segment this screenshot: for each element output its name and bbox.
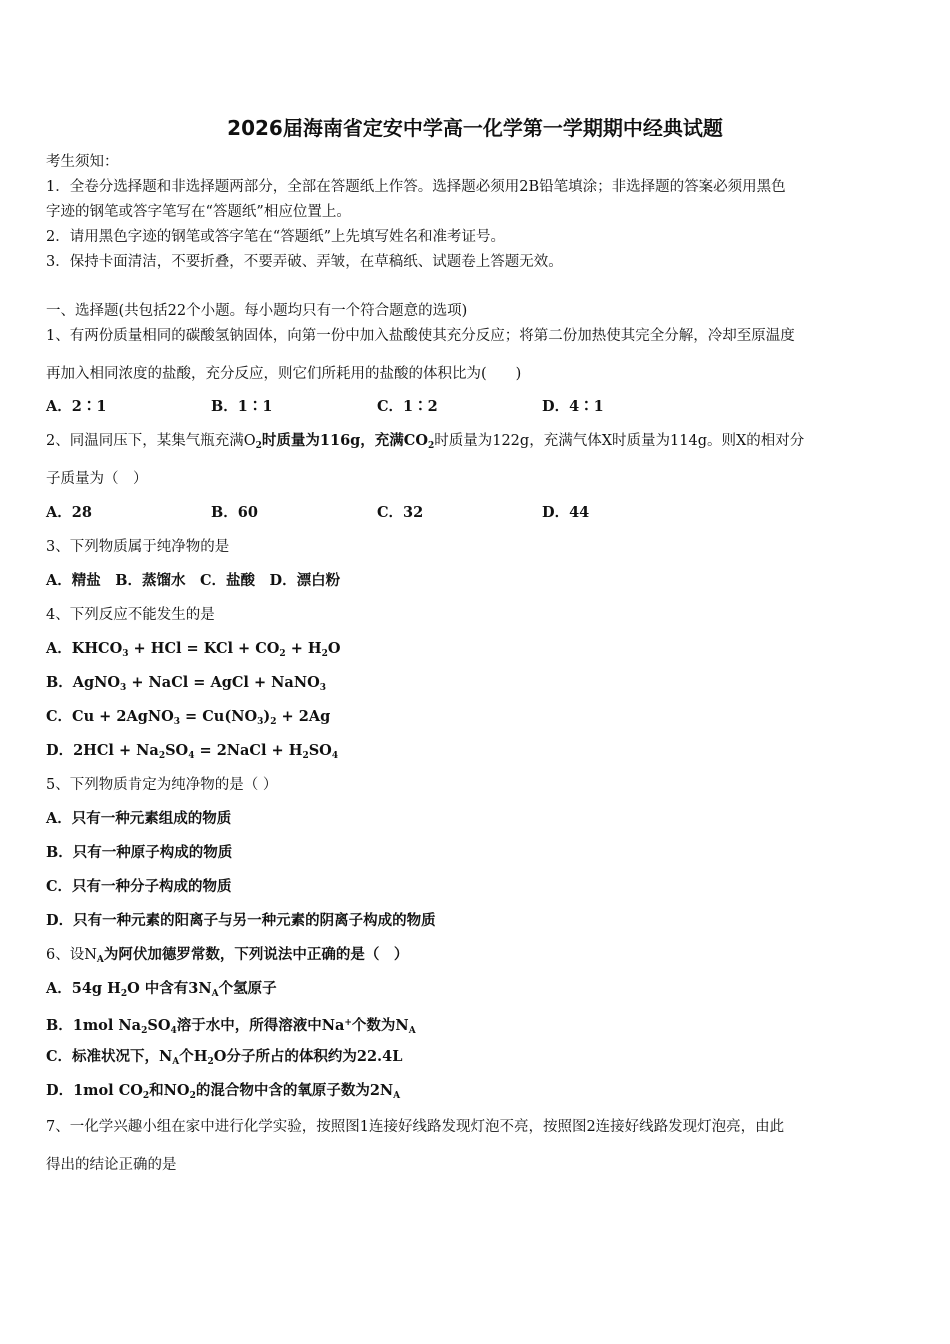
q1-option-d: D．4∶1 <box>542 398 604 415</box>
q6-option-c: C．标准状况下，$N_A$个$H_2O$分子所占的体积约为22.4L <box>46 1048 403 1067</box>
q6-option-a: A．54g $H_2O$ 中含有$3N_A$个氢原子 <box>46 980 277 999</box>
q2-option-b: B．60 <box>211 504 258 521</box>
q3-stem: 3、下列物质属于纯净物的是 <box>46 539 230 555</box>
q1-stem-b: 再加入相同浓度的盐酸，充分反应，则它们所耗用的盐酸的体积比为( ) <box>46 366 522 382</box>
q1-stem-a: 1、有两份质量相同的碳酸氢钠固体，向第一份中加入盐酸使其充分反应；将第二份加热使其完全分解，冷却至原温度 <box>46 328 795 344</box>
q5-option-a: A．只有一种元素组成的物质 <box>46 810 232 827</box>
q6-option-b: B．1mol $Na_2SO_4$溶于水中，所得溶液中Na+个数为$N_A$ <box>46 1017 416 1036</box>
q5-stem: 5、下列物质肯定为纯净物的是（ ） <box>46 777 278 793</box>
q3-options: A．精盐 B．蒸馏水 C．盐酸 D．漂白粉 <box>46 572 341 589</box>
notice-heading: 考生须知： <box>46 154 119 170</box>
q5-option-b: B．只有一种原子构成的物质 <box>46 844 233 861</box>
page-title: 2026届海南省定安中学高一化学第一学期期中经典试题 <box>227 116 723 140</box>
q4-stem: 4、下列反应不能发生的是 <box>46 607 215 623</box>
q2-stem-b: 子质量为（ ） <box>46 471 148 487</box>
q1-option-a: A．2∶1 <box>46 398 107 415</box>
notice-line-1a: 1．全卷分选择题和非选择题两部分，全部在答题纸上作答。选择题必须用2B铅笔填涂；非选择题的答案必须用黑色 <box>46 179 786 195</box>
q2-option-a: A．28 <box>46 504 92 521</box>
q4-option-b: B．AgNO$_3$ + NaCl = AgCl + NaNO$_3$ <box>46 674 326 693</box>
q1-option-c: C．1∶2 <box>377 398 438 415</box>
q2-option-d: D．44 <box>542 504 590 521</box>
notice-line-2: 2．请用黑色字迹的钢笔或答字笔在“答题纸”上先填写姓名和准考证号。 <box>46 229 506 245</box>
q4-option-a: A．$KHCO_3$ + HCl = KCl + $CO_2 + H_2O$ <box>46 640 341 659</box>
q6-stem: 6、设$N_A$为阿伏加德罗常数，下列说法中正确的是（ ） <box>46 946 409 965</box>
section-heading: 一、选择题(共包括22个小题。每小题均只有一个符合题意的选项) <box>46 303 468 319</box>
q4-option-c: C．Cu + 2AgNO$_3$ = $Cu(NO_3)_2 + 2Ag$ <box>46 708 331 727</box>
notice-line-3: 3．保持卡面清洁，不要折叠，不要弄破、弄皱，在草稿纸、试题卷上答题无效。 <box>46 254 563 270</box>
q7-stem-a: 7、一化学兴趣小组在家中进行化学实验，按照图1连接好线路发现灯泡不亮，按照图2连接好线路发现灯泡亮，由此 <box>46 1119 785 1135</box>
notice-line-1b: 字迹的钢笔或答字笔写在“答题纸”相应位置上。 <box>46 204 351 220</box>
q4-option-d: D．$2HCl + Na_2SO_4$ = 2NaCl + $H_2SO_4$ <box>46 742 339 761</box>
q5-option-c: C．只有一种分子构成的物质 <box>46 878 232 895</box>
q2-stem-a: 2、同温同压下，某集气瓶充满$O_2$时质量为116g，充满$CO_2$时质量为122g，充满气体X时质量为114g。则X的相对分 <box>46 432 805 451</box>
q6-option-d: D．1mol $CO_2$和$NO_2$的混合物中含的氧原子数为$2N_A$ <box>46 1082 401 1101</box>
q7-stem-b: 得出的结论正确的是 <box>46 1157 177 1173</box>
q2-option-c: C．32 <box>377 504 424 521</box>
q5-option-d: D．只有一种元素的阳离子与另一种元素的阴离子构成的物质 <box>46 912 436 929</box>
q1-option-b: B．1∶1 <box>211 398 273 415</box>
